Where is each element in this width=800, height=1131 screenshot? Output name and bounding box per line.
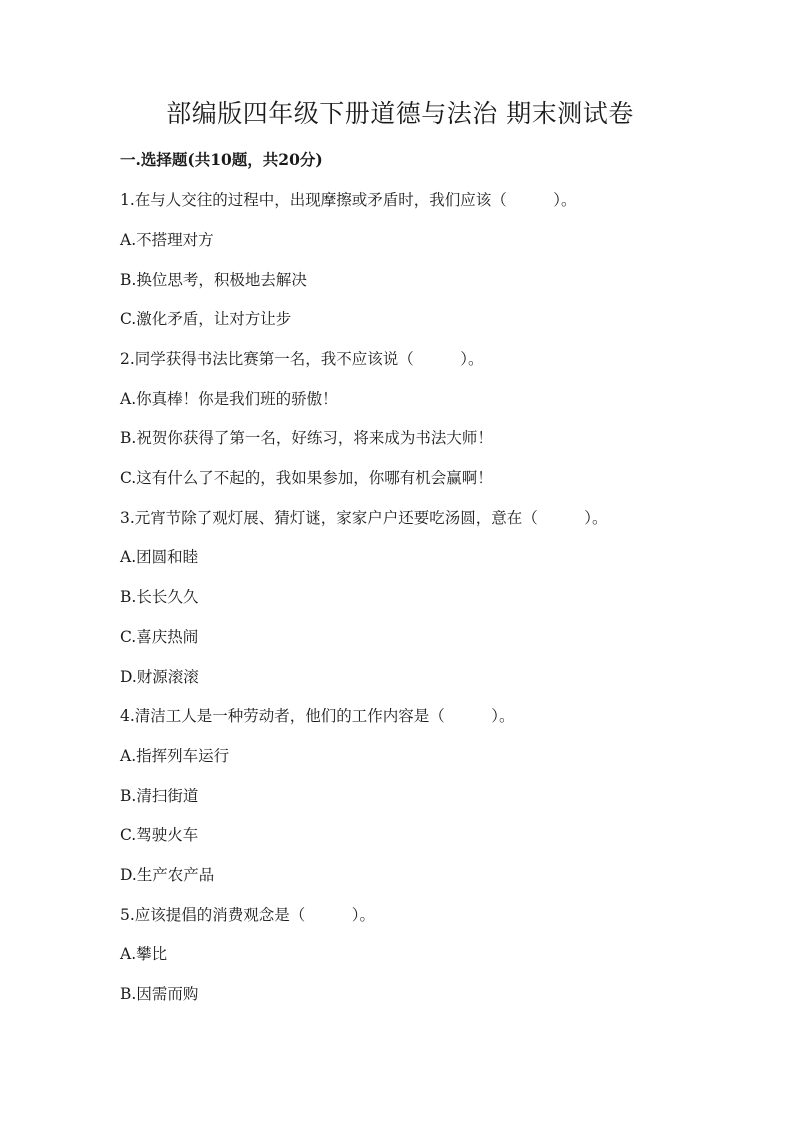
question-2-stem: 2.同学获得书法比赛第一名，我不应该说（ ）。: [120, 350, 484, 368]
section-heading: 一.选择题(共10题，共20分): [120, 150, 323, 169]
question-2-option-c: C.这有什么了不起的，我如果参加，你哪有机会赢啊！: [120, 469, 493, 487]
question-3-option-d: D.财源滚滚: [120, 668, 199, 686]
question-3-option-a: A.团圆和睦: [120, 548, 199, 566]
question-1-option-a: A.不搭理对方: [120, 231, 214, 249]
question-2-option-b: B.祝贺你获得了第一名，好练习，将来成为书法大师！: [120, 429, 493, 447]
question-4-option-c: C.驾驶火车: [120, 826, 199, 844]
question-3-option-c: C.喜庆热闹: [120, 628, 199, 646]
question-1-option-b: B.换位思考，积极地去解决: [120, 271, 307, 289]
question-1-option-c: C.激化矛盾，让对方让步: [120, 310, 292, 328]
page-title: 部编版四年级下册道德与法治 期末测试卷: [166, 99, 634, 128]
question-3-option-b: B.长长久久: [120, 588, 199, 606]
question-2-option-a: A.你真棒！你是我们班的骄傲！: [120, 390, 338, 408]
question-5-option-b: B.因需而购: [120, 985, 199, 1003]
question-4-option-d: D.生产农产品: [120, 866, 215, 884]
question-1-stem: 1.在与人交往的过程中，出现摩擦或矛盾时，我们应该（ ）。: [120, 191, 577, 209]
question-5-stem: 5.应该提倡的消费观念是（ ）。: [120, 906, 376, 924]
question-4-option-a: A.指挥列车运行: [120, 747, 230, 765]
question-5-option-a: A.攀比: [120, 945, 168, 963]
question-4-option-b: B.清扫街道: [120, 787, 199, 805]
question-3-stem: 3.元宵节除了观灯展、猜灯谜，家家户户还要吃汤圆，意在（ ）。: [120, 509, 608, 527]
question-4-stem: 4.清洁工人是一种劳动者，他们的工作内容是（ ）。: [120, 707, 515, 725]
